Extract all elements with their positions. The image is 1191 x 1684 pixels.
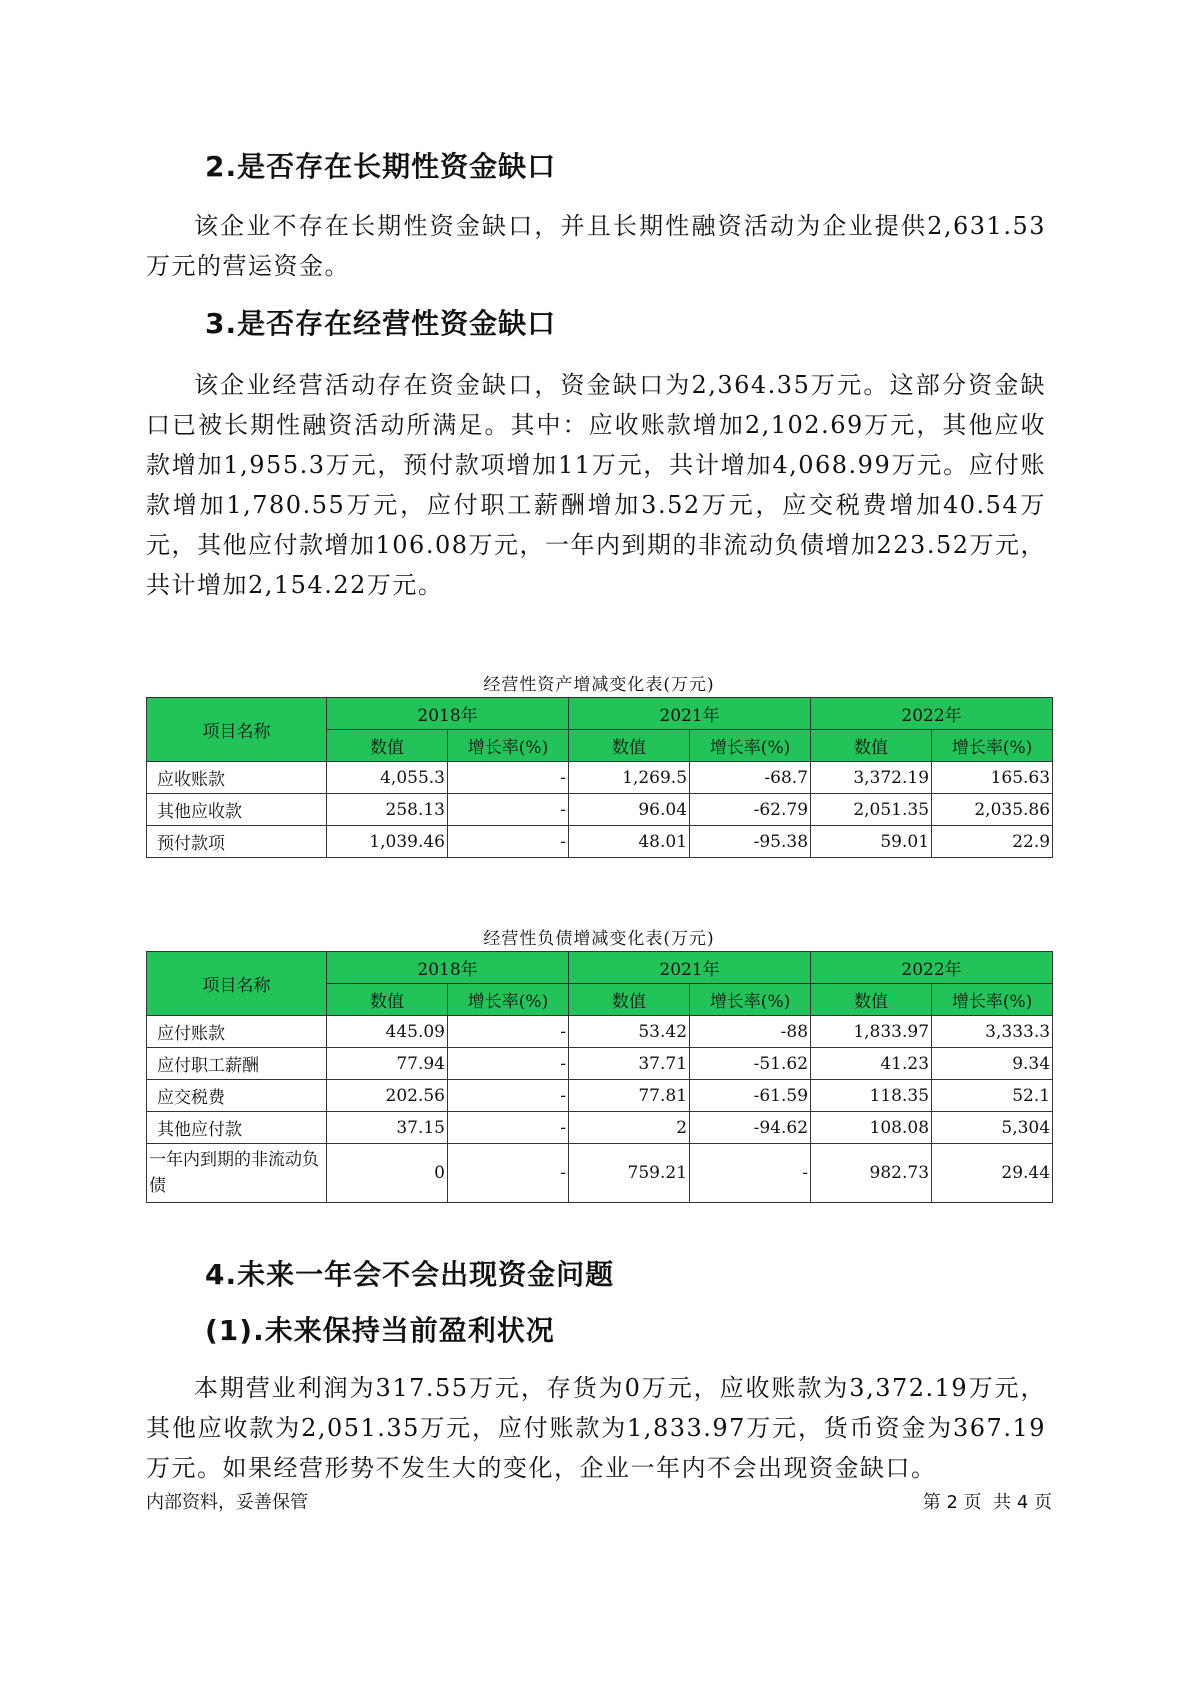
paragraph-long-term-gap [146,206,1046,286]
table-row [147,1016,1053,1048]
paragraph-text: 本期营业利润为317.55万元，存货为0万元，应收账款为3,372.19万元，其他应收款为2,051.35万元，应付账款为1,833.97万元，货币资金为367.19万元。如果经营形势不发生大的变化，企业一年内不会出现资金缺口。 [146,1374,1046,1482]
cell-growth-rate: 29.44 [932,1144,1053,1203]
cell-value: 982.73 [811,1144,932,1203]
section-heading-next-year: 4.未来一年会不会出现资金问题 [205,1258,615,1291]
table-row [147,762,1053,794]
cell-growth-rate: - [448,1112,569,1144]
paragraph-next-year [146,1368,1046,1488]
row-item-name: 应收账款 [147,762,327,794]
cell-growth-rate: -51.62 [690,1048,811,1080]
cell-value: 2,051.35 [811,794,932,826]
cell-value: 53.42 [569,1016,690,1048]
table-header-row [147,952,1053,984]
cell-value: 37.71 [569,1048,690,1080]
header-value: 数值 [327,730,448,762]
cell-value: 59.01 [811,826,932,858]
table-row [147,1048,1053,1080]
header-year-2021: 2021年 [569,698,811,730]
cell-growth-rate: - [690,1144,811,1203]
footer-page-number: 第 2 页 共 4 页 [922,1492,1052,1513]
cell-growth-rate: - [448,1016,569,1048]
cell-growth-rate: 9.34 [932,1048,1053,1080]
cell-growth-rate: -95.38 [690,826,811,858]
cell-growth-rate: -61.59 [690,1080,811,1112]
cell-growth-rate: 165.63 [932,762,1053,794]
cell-value: 41.23 [811,1048,932,1080]
cell-value: 48.01 [569,826,690,858]
cell-value: 4,055.3 [327,762,448,794]
cell-value: 258.13 [327,794,448,826]
header-value: 数值 [327,984,448,1016]
header-value: 数值 [569,984,690,1016]
cell-value: 1,833.97 [811,1016,932,1048]
footer-confidential: 内部资料，妥善保管 [146,1492,308,1513]
cell-growth-rate: - [448,1144,569,1203]
table-row [147,794,1053,826]
cell-growth-rate: -68.7 [690,762,811,794]
cell-value: 0 [327,1144,448,1203]
cell-value: 77.81 [569,1080,690,1112]
row-item-name: 一年内到期的非流动负债 [147,1144,327,1203]
cell-growth-rate: - [448,826,569,858]
header-year-2018: 2018年 [327,698,569,730]
cell-value: 108.08 [811,1112,932,1144]
table-row [147,826,1053,858]
cell-value: 759.21 [569,1144,690,1203]
cell-value: 118.35 [811,1080,932,1112]
row-item-name: 应交税费 [147,1080,327,1112]
table-header-row [147,698,1053,730]
paragraph-text: 该企业经营活动存在资金缺口，资金缺口为2,364.35万元。这部分资金缺口已被长期性融资活动所满足。其中：应收账款增加2,102.69万元，其他应收款增加1,955.3万元，预付款项增加11万元，共计增加4,068.99万元。应付账款增加1,780.55万元，应付职工薪酬增加3.52万元，应交税费增加40.54万元，其他应付款增加106.08万元，一年内到期的非流动负债增加223.52万元，共计增加2,154.22万元。 [146,371,1046,599]
header-year-2021: 2021年 [569,952,811,984]
header-rate: 增长率(%) [932,730,1053,762]
row-item-name: 预付款项 [147,826,327,858]
header-rate: 增长率(%) [448,984,569,1016]
cell-value: 1,269.5 [569,762,690,794]
header-item-name: 项目名称 [147,952,327,1016]
table-row [147,1080,1053,1112]
header-value: 数值 [811,984,932,1016]
row-item-name: 应付账款 [147,1016,327,1048]
table-row [147,1112,1053,1144]
cell-value: 445.09 [327,1016,448,1048]
header-rate: 增长率(%) [690,730,811,762]
cell-value: 3,372.19 [811,762,932,794]
header-year-2022: 2022年 [811,698,1053,730]
header-rate: 增长率(%) [932,984,1053,1016]
row-item-name: 其他应收款 [147,794,327,826]
table-caption-liabilities: 经营性负债增减变化表(万元) [483,929,715,949]
row-item-name: 其他应付款 [147,1112,327,1144]
section-heading-long-term-gap: 2.是否存在长期性资金缺口 [205,150,557,183]
cell-value: 77.94 [327,1048,448,1080]
header-item-name: 项目名称 [147,698,327,762]
cell-growth-rate: - [448,794,569,826]
table-row [147,1144,1053,1203]
cell-value: 202.56 [327,1080,448,1112]
header-rate: 增长率(%) [448,730,569,762]
cell-growth-rate: - [448,762,569,794]
cell-growth-rate: - [448,1080,569,1112]
operating-assets-table [146,697,1053,858]
header-year-2022: 2022年 [811,952,1053,984]
cell-growth-rate: 3,333.3 [932,1016,1053,1048]
cell-growth-rate: 22.9 [932,826,1053,858]
cell-value: 2 [569,1112,690,1144]
cell-growth-rate: -62.79 [690,794,811,826]
cell-growth-rate: 52.1 [932,1080,1053,1112]
cell-growth-rate: - [448,1048,569,1080]
cell-value: 96.04 [569,794,690,826]
cell-value: 37.15 [327,1112,448,1144]
header-value: 数值 [811,730,932,762]
header-rate: 增长率(%) [690,984,811,1016]
subsection-heading-current-profit: (1).未来保持当前盈利状况 [205,1314,555,1347]
cell-growth-rate: -88 [690,1016,811,1048]
table-caption-assets: 经营性资产增减变化表(万元) [483,675,715,695]
paragraph-text: 该企业不存在长期性资金缺口，并且长期性融资活动为企业提供2,631.53万元的营运资金。 [146,212,1046,280]
cell-growth-rate: -94.62 [690,1112,811,1144]
cell-growth-rate: 2,035.86 [932,794,1053,826]
header-value: 数值 [569,730,690,762]
cell-growth-rate: 5,304 [932,1112,1053,1144]
header-year-2018: 2018年 [327,952,569,984]
row-item-name: 应付职工薪酬 [147,1048,327,1080]
paragraph-operating-gap [146,365,1046,605]
cell-value: 1,039.46 [327,826,448,858]
operating-liabilities-table [146,951,1053,1203]
section-heading-operating-gap: 3.是否存在经营性资金缺口 [205,307,557,340]
